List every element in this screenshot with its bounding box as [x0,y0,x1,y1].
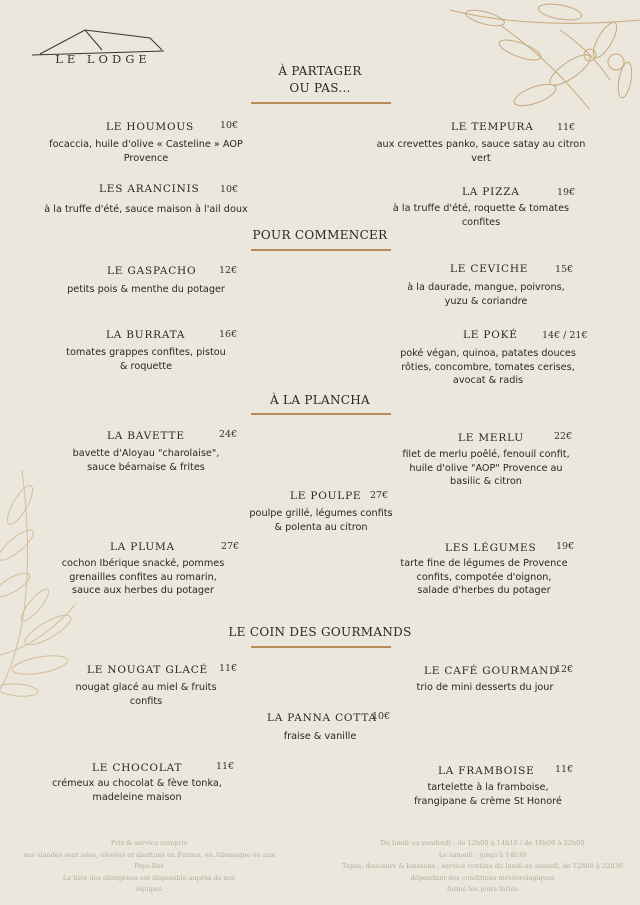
item-description: bavette d'Aloyau "charolaise", sauce béarnaise & frites [72,448,220,473]
item-description: cochon Ibérique snacké, pommes grenailles confites au romarin, sauce aux herbes du potager [61,558,225,596]
item-description: tartelette à la framboise, frangipane & crème St Honoré [414,782,562,807]
item-description: à la truffe d'été, roquette & tomates confites [392,203,570,228]
item-description: tarte fine de légumes de Provence confits, compotée d'oignon, salade d'herbes du potager [400,558,568,596]
item-name: LE POULPE [290,490,362,502]
item-price: 15€ [555,264,574,275]
item-name: LE CEVICHE [450,263,529,275]
item-description: filet de merlu poêlé, fenouil confit, huile d'olive "AOP" Provence au basilic & citron [402,449,570,487]
item-price: 24€ [219,429,238,440]
item-description: à la truffe d'été, sauce maison à l'ail doux [44,204,248,215]
item-price: 12€ [219,265,238,276]
section-title-gourmands: LE COIN DES GOURMANDS [228,625,412,639]
item-price: 19€ [557,187,576,198]
item-description: poké végan, quinoa, patates douces rôties, concombre, tomates cerises, avocat & radis [400,348,576,386]
item-name: LA FRAMBOISE [438,765,535,777]
item-description: focaccia, huile d'olive « Casteline » AOP Provence [49,139,243,164]
item-name: LA BAVETTE [107,430,185,442]
footer-hours-right: Du lundi au vendredi : de 12h00 à 14h15 / de 19h00 à 22h00 Le samedi : jusqu'à 14h30 Tapas, douceurs & boissons : service continu du lundi au samedi, de 12h00 à 22h30 dépendant des conditions météorologiques fermé les jours fériés [342,839,623,893]
item-description: à la daurade, mangue, poivrons, yuzu & coriandre [407,282,565,307]
section-divider [251,249,391,251]
item-name: LE HOUMOUS [106,121,194,133]
item-price: 27€ [370,490,389,501]
footer-info-left: Prix & service compris nos viandes sont nées, élevées et abattues en France, en Allemagne ou aux Pays-Bas La liste des allergènes est disponible auprès de nos équipes [23,839,275,893]
item-price: 14€ / 21€ [542,330,588,341]
section-divider [251,646,391,648]
item-description: tomates grappes confites, pistou & roquette [66,347,226,372]
item-name: LE GASPACHO [107,265,197,277]
item-price: 11€ [555,764,574,775]
item-name: LE CHOCOLAT [92,762,183,774]
item-name: LE MERLU [458,432,524,444]
item-name: LA PANNA COTTA [267,712,377,724]
item-price: 11€ [557,122,576,133]
item-price: 19€ [556,541,575,552]
item-name: LA PIZZA [462,186,520,198]
section-title-plancha: À LA PLANCHA [269,393,371,407]
item-name: LE NOUGAT GLACÉ [87,664,208,676]
item-price: 11€ [216,761,235,772]
item-price: 12€ [555,664,574,675]
item-description: crémeux au chocolat & fève tonka, madeleine maison [52,778,222,803]
item-name: LES ARANCINIS [99,183,200,195]
item-name: LA PLUMA [110,541,175,553]
item-name: LE CAFÉ GOURMAND [424,665,559,677]
item-description: trio de mini desserts du jour [416,682,554,693]
item-description: nougat glacé au miel & fruits confits [75,682,217,707]
item-name: LES LÉGUMES [445,542,537,554]
item-name: LA BURRATA [106,329,186,341]
section-title-commencer: POUR COMMENCER [252,228,388,242]
item-price: 10€ [220,184,239,195]
item-price: 22€ [554,431,573,442]
item-name: LE TEMPURA [451,121,534,133]
olive-branch-illustration [440,0,640,115]
section-title-partager: À PARTAGER OU PAS... [278,64,362,95]
section-divider [251,102,391,104]
item-name: LE POKÉ [463,329,518,341]
item-price: 11€ [219,663,238,674]
item-description: aux crevettes panko, sauce satay au citron vert [376,139,586,164]
item-price: 10€ [220,120,239,131]
item-description: poulpe grillé, légumes confits & polenta au citron [249,508,393,533]
item-price: 10€ [372,711,391,722]
brand-name: LE LODGE [55,52,151,66]
item-price: 27€ [221,541,240,552]
item-description: petits pois & menthe du potager [67,284,225,295]
item-description: fraise & vanille [283,731,357,742]
section-divider [251,413,391,415]
item-price: 16€ [219,329,238,340]
